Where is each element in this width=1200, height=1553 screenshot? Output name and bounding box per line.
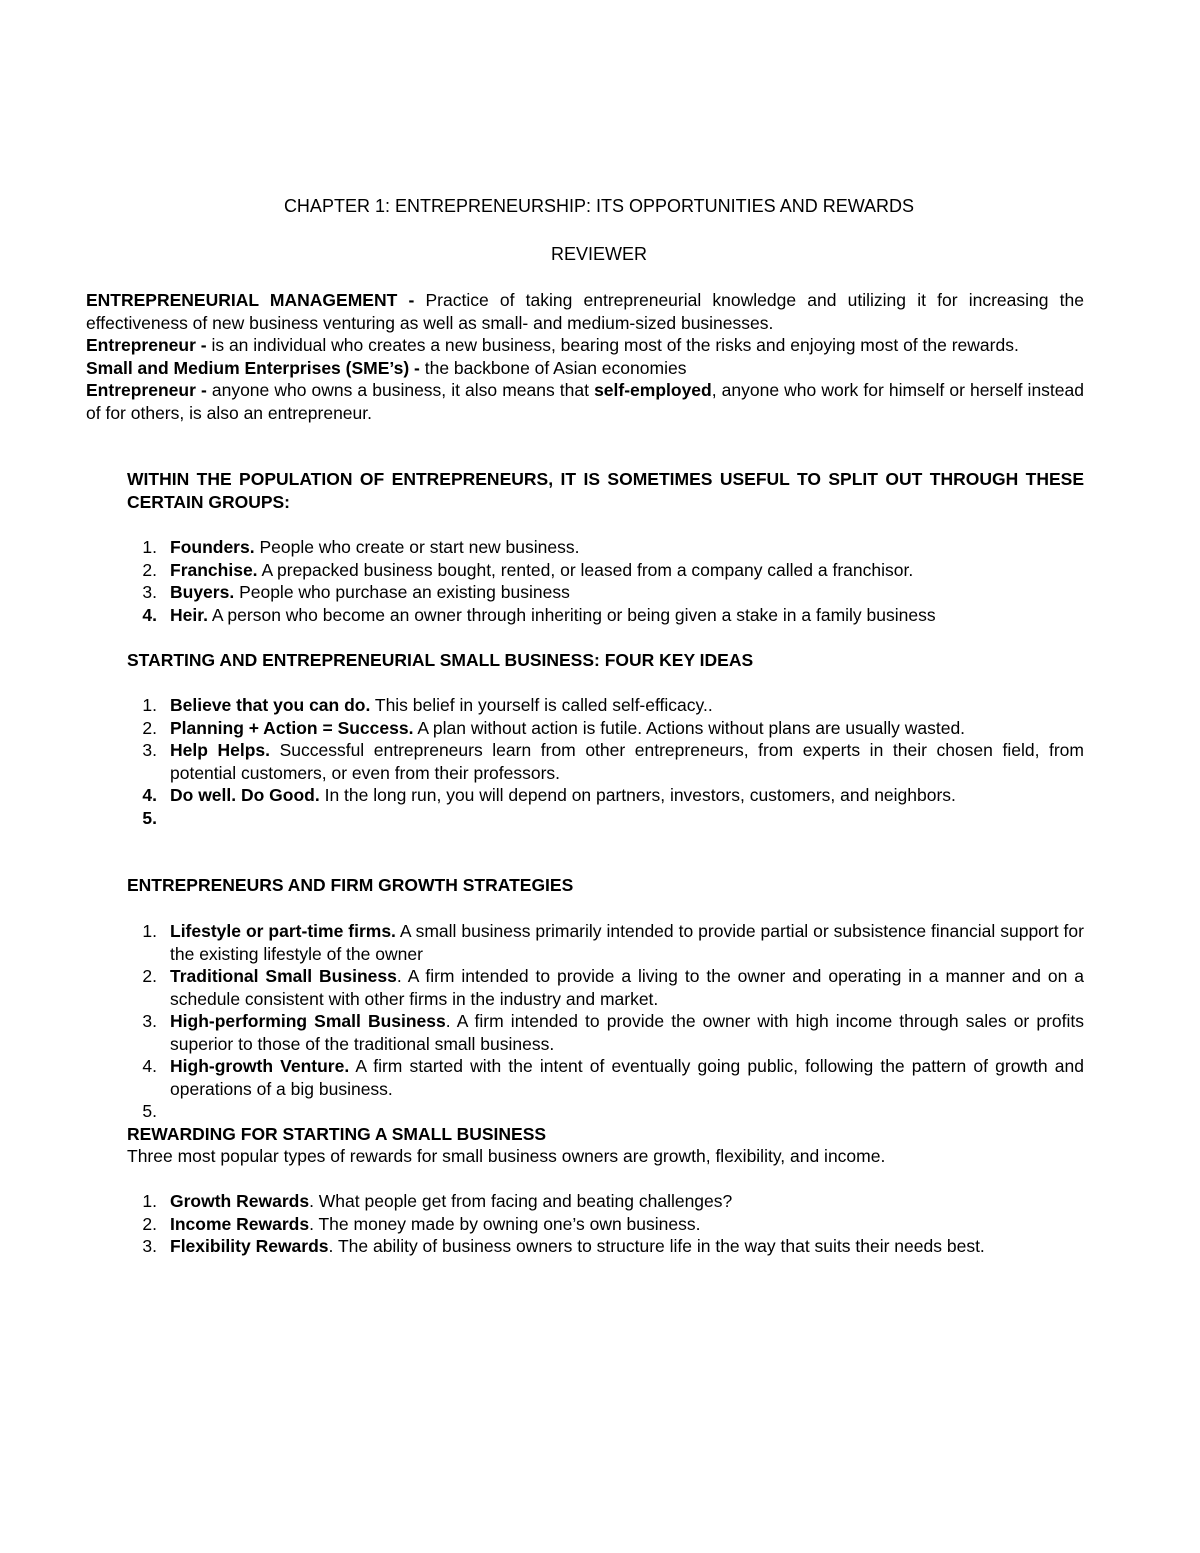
list-text: A small business primarily intended to provide partial or subsistence financial support for the existing lifestyle of the owner xyxy=(170,921,1084,964)
list-number: 3. xyxy=(142,582,157,602)
list-number: 5. xyxy=(142,1101,157,1121)
list-item xyxy=(127,581,1084,604)
groups-list xyxy=(127,536,1084,626)
list-item xyxy=(127,965,1084,1010)
list-text: A prepacked business bought, rented, or leased from a company called a franchisor. xyxy=(257,559,914,580)
list-text: A person who become an owner through inheriting or being given a stake in a family business xyxy=(207,604,936,625)
definition-term: Small and Medium Enterprises (SME’s) - xyxy=(86,357,425,378)
rewards-list xyxy=(127,1190,1084,1258)
rewards-heading xyxy=(127,1123,546,1146)
definitions-section xyxy=(86,289,1084,424)
list-term: Franchise. xyxy=(170,559,258,580)
list-term: High-performing Small Business xyxy=(170,1011,446,1031)
list-term: Traditional Small Business xyxy=(170,966,397,986)
groups-heading-text: WITHIN THE POPULATION OF ENTREPRENEURS, IT IS SOMETIMES USEFUL TO SPLIT OUT THROUGH THESE CERTAIN GROUPS: xyxy=(127,469,1084,512)
list-term: Buyers. xyxy=(170,582,235,602)
list-number: 3. xyxy=(142,1236,157,1256)
list-term: Income Rewards xyxy=(170,1213,310,1234)
list-item xyxy=(127,1213,1084,1236)
list-term: Do well. Do Good. xyxy=(170,785,320,805)
list-number: 4. xyxy=(142,604,157,625)
list-number: 4. xyxy=(142,785,157,805)
definition-term: Entrepreneur - xyxy=(86,380,212,400)
definition-term: Entrepreneur - xyxy=(86,335,212,355)
list-number: 1. xyxy=(142,537,157,557)
list-text: . What people get from facing and beating challenges? xyxy=(309,1191,733,1211)
list-number: 1. xyxy=(142,695,157,715)
list-term: Flexibility Rewards xyxy=(170,1236,329,1256)
list-term: High-growth Venture. xyxy=(170,1056,350,1076)
list-term: Lifestyle or part-time firms. xyxy=(170,921,396,941)
list-item xyxy=(127,784,1084,807)
definition-text: the backbone of Asian economies xyxy=(424,357,687,378)
definition-text: , anyone who work for himself or herself instead of for others, is also an entrepreneur. xyxy=(86,380,1084,423)
growth-list xyxy=(127,920,1084,1123)
key-ideas-heading xyxy=(127,649,753,672)
list-term: Help Helps. xyxy=(170,740,271,760)
list-term: Planning + Action = Success. xyxy=(170,717,414,738)
definition-entrepreneur-2 xyxy=(86,379,1084,424)
list-number: 1. xyxy=(142,1191,157,1211)
list-number: 1. xyxy=(142,921,157,941)
list-term: Founders. xyxy=(170,537,255,557)
list-item xyxy=(127,1235,1084,1258)
list-text: A firm started with the intent of eventually going public, following the pattern of growth and operations of a big business. xyxy=(170,1056,1084,1099)
definition-emphasis: self-employed xyxy=(594,380,712,400)
key-ideas-heading-text: STARTING AND ENTREPRENEURIAL SMALL BUSINESS: FOUR KEY IDEAS xyxy=(127,650,754,670)
definition-text: anyone who owns a business, it also means that xyxy=(211,380,595,400)
list-item-empty xyxy=(127,807,1084,830)
definition-entrepreneurial-management xyxy=(86,289,1084,334)
list-item xyxy=(127,1055,1084,1100)
list-text: . The ability of business owners to structure life in the way that suits their needs best. xyxy=(328,1236,985,1256)
list-number: 2. xyxy=(142,966,157,986)
list-term: Heir. xyxy=(170,604,208,625)
list-text: People who purchase an existing business xyxy=(234,582,570,602)
growth-heading-text: ENTREPRENEURS AND FIRM GROWTH STRATEGIES xyxy=(127,875,574,895)
definition-text: Practice of taking entrepreneurial knowledge and utilizing it for increasing the effectiveness of new business venturing as well as small- and medium-sized businesses. xyxy=(86,290,1084,333)
groups-heading xyxy=(127,468,1084,513)
list-item xyxy=(127,694,1084,717)
list-number: 2. xyxy=(142,1213,157,1234)
rewards-heading-text: REWARDING FOR STARTING A SMALL BUSINESS xyxy=(127,1124,547,1144)
list-text: . The money made by owning one’s own business. xyxy=(309,1213,701,1234)
list-text: . A firm intended to provide a living to the owner and operating in a manner and on a schedule consistent with other firms in the industry and market. xyxy=(170,966,1084,1009)
list-item-empty xyxy=(127,1100,1084,1123)
rewards-intro: Three most popular types of rewards for small business owners are growth, flexibility, and income. xyxy=(127,1146,886,1166)
list-number: 5. xyxy=(142,807,157,828)
list-text: . A firm intended to provide the owner with high income through sales or profits superior to those of the traditional small business. xyxy=(170,1011,1085,1054)
definition-entrepreneur xyxy=(86,334,1084,357)
list-text: A plan without action is futile. Actions without plans are usually wasted. xyxy=(413,717,966,738)
list-item xyxy=(127,1190,1084,1213)
list-item xyxy=(127,604,1084,627)
list-item xyxy=(127,739,1084,784)
list-item xyxy=(127,559,1084,582)
definition-term: ENTREPRENEURIAL MANAGEMENT - xyxy=(86,290,426,310)
list-number: 2. xyxy=(142,717,157,738)
list-item xyxy=(127,536,1084,559)
list-term: Believe that you can do. xyxy=(170,695,371,715)
definition-sme xyxy=(86,357,1084,380)
list-number: 4. xyxy=(142,1056,157,1076)
list-number: 3. xyxy=(142,1011,157,1031)
list-number: 3. xyxy=(142,740,157,760)
list-text: This belief in yourself is called self-efficacy.. xyxy=(370,695,713,715)
list-item xyxy=(127,1010,1084,1055)
document-title: CHAPTER 1: ENTREPRENEURSHIP: ITS OPPORTUNITIES AND REWARDS xyxy=(283,196,915,216)
list-text: Successful entrepreneurs learn from other entrepreneurs, from experts in their chosen field, from potential customers, or even from their professors. xyxy=(170,740,1084,783)
list-item xyxy=(127,717,1084,740)
list-item xyxy=(127,920,1084,965)
list-text: In the long run, you will depend on partners, investors, customers, and neighbors. xyxy=(319,785,956,805)
document-subtitle: REVIEWER xyxy=(550,244,647,264)
list-text: People who create or start new business. xyxy=(254,537,580,557)
list-term: Growth Rewards xyxy=(170,1191,310,1211)
definition-text: is an individual who creates a new business, bearing most of the risks and enjoying most of the rewards. xyxy=(211,335,1019,355)
growth-heading xyxy=(127,874,573,897)
key-ideas-list xyxy=(127,694,1084,829)
list-number: 2. xyxy=(142,559,157,580)
